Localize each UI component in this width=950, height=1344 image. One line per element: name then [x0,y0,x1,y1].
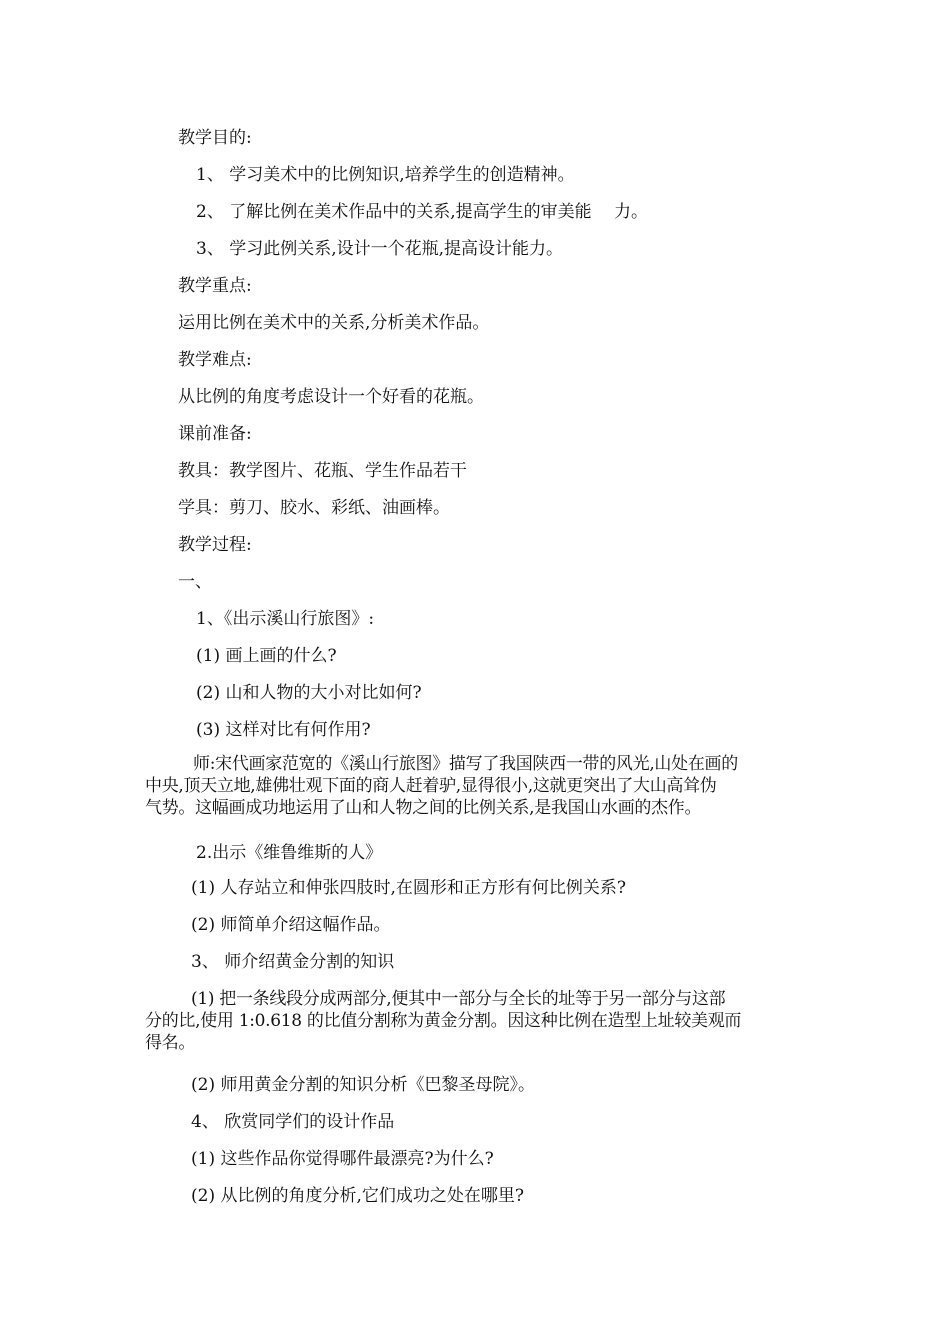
teacher-note-paragraph [145,753,813,819]
difficulty-heading: 教学难点: [178,350,252,370]
step-1-question-2: (2) 山和人物的大小对比如何? [196,683,422,703]
student-tools: 学具：剪刀、胶水、彩纸、油画棒。 [178,498,450,518]
step-4-question-1: (1) 这些作品你觉得哪件最漂亮?为什么? [191,1149,494,1169]
goal-item-2: 2、 了解比例在美术作品中的关系,提高学生的审美能 力。 [196,202,649,222]
step-4-question-2: (2) 从比例的角度分析,它们成功之处在哪里? [191,1186,525,1206]
golden-ratio-line-3: 得名。 [145,1033,196,1053]
golden-ratio-line-1: (1) 把一条线段分成两部分,便其中一部分与全长的址等于另一部分与这部 [191,989,726,1009]
step-1-question-3: (3) 这样对比有何作用? [196,720,371,740]
step-2-question-1: (1) 人存站立和伸张四肢时,在圆形和正方形有何比例关系? [191,878,627,898]
section-one-label: 一、 [178,572,212,592]
goal-item-1: 1、 学习美术中的比例知识,培养学生的创造精神。 [196,165,575,185]
step-1-title: 1、《出示溪山行旅图》: [196,609,375,629]
teacher-note-line-1: 师:宋代画家范宽的《溪山行旅图》描写了我国陕西一带的风光,山处在画的 [193,754,738,774]
golden-ratio-paragraph [145,988,813,1054]
step-4-title: 4、 欣赏同学们的设计作品 [191,1112,395,1132]
step-3-title: 3、 师介绍黄金分割的知识 [191,952,395,972]
goals-heading: 教学目的: [178,128,252,148]
teacher-note-line-3: 气势。这幅画成功地运用了山和人物之间的比例关系,是我国山水画的杰作。 [145,798,702,818]
prep-heading: 课前准备: [178,424,252,444]
teacher-note-line-2: 中央,顶天立地,雄佛壮观下面的商人赶着驴,显得很小,这就更突出了大山高耸伪 [145,776,717,796]
focus-text: 运用比例在美术中的关系,分析美术作品。 [178,313,490,333]
goal-item-3: 3、 学习此例关系,设计一个花瓶,提高设计能力。 [196,239,564,259]
teacher-tools: 教具：教学图片、花瓶、学生作品若干 [178,461,467,481]
step-1-question-1: (1) 画上画的什么? [196,646,337,666]
focus-heading: 教学重点: [178,276,252,296]
step-2-question-2: (2) 师简单介绍这幅作品。 [191,915,391,935]
difficulty-text: 从比例的角度考虑设计一个好看的花瓶。 [178,387,484,407]
step-2-title: 2.出示《维鲁维斯的人》 [196,843,383,863]
process-heading: 教学过程: [178,535,252,555]
golden-ratio-line-2: 分的比,使用 1:0.618 的比值分割称为黄金分割。因这种比例在造型上址较美观而 [145,1011,742,1031]
step-3-point-2: (2) 师用黄金分割的知识分析《巴黎圣母院》。 [191,1075,535,1095]
